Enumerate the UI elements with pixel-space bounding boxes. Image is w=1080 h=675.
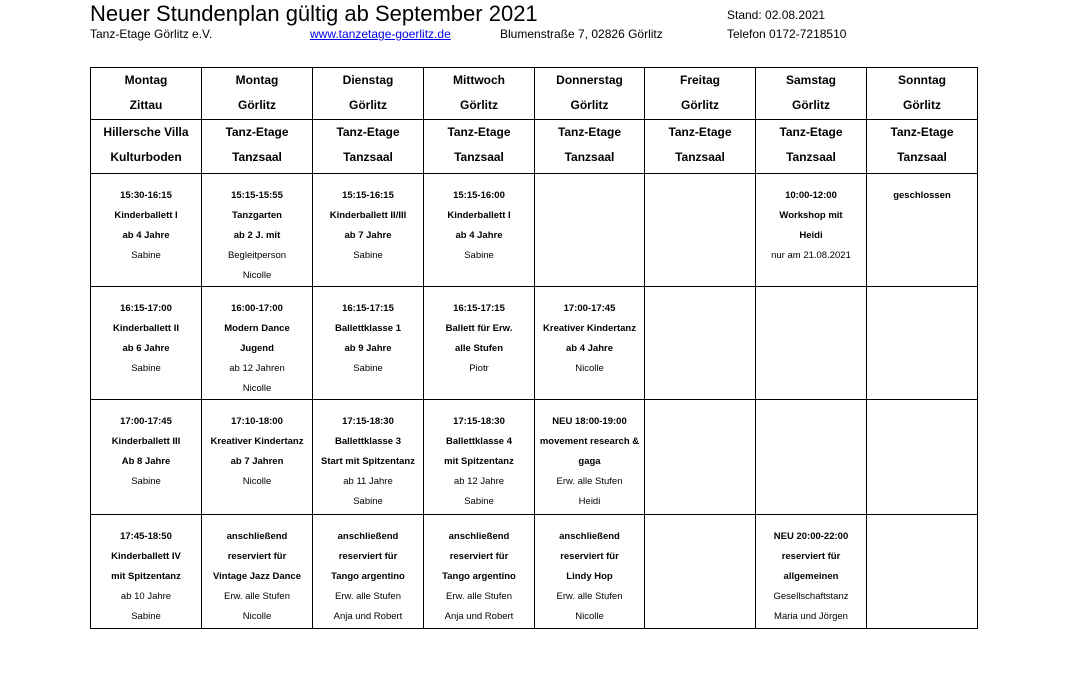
schedule-cell (424, 515, 535, 629)
schedule-table (90, 67, 978, 629)
schedule-cell (535, 287, 645, 400)
venue-name: Tanz-Etage (225, 125, 289, 139)
slot-age: Jugend (240, 343, 274, 354)
schedule-row (91, 287, 978, 400)
day-name: Freitag (679, 73, 720, 87)
slot-note: Sabine (131, 476, 161, 487)
slot-note: Sabine (464, 496, 494, 507)
slot-time: 15:15-16:15 (342, 190, 394, 201)
slot-age: mit Spitzentanz (444, 456, 514, 467)
city-name: Zittau (129, 98, 163, 112)
venue-name: Tanz-Etage (779, 125, 843, 139)
slot-course: movement research & (539, 436, 640, 447)
day-header-cell (313, 68, 424, 120)
day-header-cell (535, 68, 645, 120)
slot-note: Sabine (353, 496, 383, 507)
schedule-cell (91, 515, 202, 629)
slot-time: 10:00-12:00 (785, 190, 837, 201)
slot-time: 15:30-16:15 (120, 190, 172, 201)
slot-time: anschließend (559, 531, 620, 542)
schedule-cell (867, 287, 978, 400)
slot-note: Erw. alle Stufen (445, 591, 512, 602)
slot-note: Maria und Jörgen (774, 611, 848, 622)
schedule-cell (535, 174, 645, 287)
venue-name: Tanz-Etage (557, 125, 622, 139)
schedule-cell (535, 400, 645, 515)
venue-name: Tanz-Etage (890, 125, 954, 139)
room-name: Kulturboden (110, 150, 182, 164)
slot-course: Ballettklasse 1 (334, 323, 401, 334)
slot-age: Vintage Jazz Dance (212, 571, 301, 582)
slot-time: NEU 18:00-19:00 (552, 416, 627, 427)
room-name: Tanzsaal (232, 150, 282, 164)
slot-time: NEU 20:00-22:00 (773, 531, 849, 542)
slot-time: 17:15-18:30 (453, 416, 505, 427)
room-name: Tanzsaal (564, 150, 615, 164)
schedule-cell (756, 287, 867, 400)
room-name: Tanzsaal (343, 150, 393, 164)
schedule-cell (867, 515, 978, 629)
schedule-cell (202, 287, 313, 400)
day-header-cell (424, 68, 535, 120)
schedule-cell (756, 174, 867, 287)
schedule-cell (202, 515, 313, 629)
slot-note: Heidi (578, 496, 601, 507)
slot-note: Sabine (131, 611, 161, 622)
slot-age: allgemeinen (783, 571, 839, 582)
page-title: Neuer Stundenplan gültig ab September 2021 (90, 1, 538, 26)
slot-course: Kreativer Kindertanz (543, 323, 636, 334)
stand-date: Stand: 02.08.2021 (727, 8, 826, 22)
slot-note: Sabine (353, 250, 383, 261)
venue-cell (202, 120, 313, 174)
city-name: Görlitz (238, 98, 276, 112)
schedule-cell (756, 515, 867, 629)
slot-course: reserviert für (781, 551, 841, 562)
slot-course: Workshop mit (779, 210, 843, 221)
slot-course: Kinderballett IV (111, 551, 181, 562)
slot-time: 17:00-17:45 (120, 416, 172, 427)
slot-note: Erw. alle Stufen (556, 476, 623, 487)
slot-course: Tanzgarten (232, 210, 282, 221)
slot-time: 16:15-17:00 (120, 303, 172, 314)
slot-age: Tango argentino (442, 571, 516, 582)
address: Blumenstraße 7, 02826 Görlitz (500, 27, 663, 41)
schedule-cell (535, 515, 645, 629)
slot-note: Erw. alle Stufen (556, 591, 623, 602)
slot-note: Anja und Robert (333, 611, 403, 622)
venue-name: Tanz-Etage (447, 125, 511, 139)
schedule-row (91, 174, 978, 287)
slot-note: ab 12 Jahren (229, 363, 285, 374)
slot-course: reserviert für (227, 551, 287, 562)
day-name: Montag (124, 73, 168, 87)
slot-note: Sabine (131, 250, 161, 261)
slot-time: 15:15-15:55 (231, 190, 283, 201)
slot-course: Kinderballett III (111, 436, 181, 447)
schedule-cell (424, 174, 535, 287)
slot-time: 16:00-17:00 (231, 303, 283, 314)
slot-course: reserviert für (338, 551, 398, 562)
slot-age: Tango argentino (331, 571, 405, 582)
venue-cell (867, 120, 978, 174)
day-header-cell (645, 68, 756, 120)
slot-age: alle Stufen (454, 343, 504, 354)
slot-age: Ab 8 Jahre (121, 456, 171, 467)
slot-time: anschließend (448, 531, 510, 542)
slot-note: ab 11 Jahre (343, 476, 393, 487)
schedule-cell (91, 174, 202, 287)
slot-time: anschließend (337, 531, 399, 542)
schedule-cell (91, 400, 202, 515)
slot-age: ab 4 Jahre (455, 230, 503, 241)
day-name: Sonntag (898, 73, 946, 87)
day-header-cell (202, 68, 313, 120)
city-name: Görlitz (460, 98, 498, 112)
schedule-cell (202, 400, 313, 515)
slot-note: Nicolle (242, 383, 272, 394)
schedule-cell (867, 400, 978, 515)
venue-name: Tanz-Etage (668, 125, 732, 139)
slot-course: Kinderballett II (113, 323, 179, 334)
slot-age: gaga (578, 456, 601, 467)
venue-row (91, 120, 978, 174)
organization-name: Tanz-Etage Görlitz e.V. (90, 27, 213, 41)
schedule-cell (645, 515, 756, 629)
room-name: Tanzsaal (897, 150, 947, 164)
slot-time: 17:15-18:30 (342, 416, 394, 427)
day-header-cell (756, 68, 867, 120)
day-header-cell (867, 68, 978, 120)
slot-time: 16:15-17:15 (453, 303, 505, 314)
slot-time: 16:15-17:15 (342, 303, 394, 314)
room-name: Tanzsaal (675, 150, 725, 164)
slot-course: Kinderballett I (447, 210, 511, 221)
city-name: Görlitz (681, 98, 719, 112)
schedule-cell (867, 174, 978, 287)
slot-note: nur am 21.08.2021 (771, 250, 851, 261)
day-name: Dienstag (342, 73, 394, 87)
slot-note: Anja und Robert (444, 611, 514, 622)
slot-time: 17:45-18:50 (120, 531, 172, 542)
room-name: Tanzsaal (786, 150, 836, 164)
slot-course: reserviert für (449, 551, 509, 562)
slot-age: ab 7 Jahren (230, 456, 284, 467)
schedule-cell (424, 400, 535, 515)
schedule-cell (313, 400, 424, 515)
venue-name: Hillersche Villa (103, 125, 189, 139)
slot-note: Erw. alle Stufen (223, 591, 290, 602)
website-link[interactable]: www.tanzetage-goerlitz.de (310, 27, 451, 41)
venue-cell (645, 120, 756, 174)
slot-course: Kinderballett I (114, 210, 178, 221)
slot-note: Sabine (353, 363, 383, 374)
schedule-cell (645, 287, 756, 400)
slot-note: Nicolle (242, 476, 272, 487)
slot-course: Ballett für Erw. (445, 323, 513, 334)
slot-course: Kinderballett II/III (329, 210, 407, 221)
slot-course: Ballettklasse 3 (334, 436, 401, 447)
slot-age: ab 4 Jahre (122, 230, 170, 241)
venue-cell (91, 120, 202, 174)
city-name: Görlitz (570, 98, 609, 112)
slot-note: Nicolle (242, 611, 272, 622)
day-header-cell (91, 68, 202, 120)
slot-age: Start mit Spitzentanz (321, 456, 415, 467)
slot-age: ab 9 Jahre (344, 343, 392, 354)
phone-number: Telefon 0172-7218510 (727, 27, 847, 41)
schedule-cell (424, 287, 535, 400)
slot-note: ab 10 Jahre (120, 591, 172, 602)
city-name: Görlitz (903, 98, 941, 112)
slot-time: anschließend (226, 531, 288, 542)
slot-time: 17:10-18:00 (231, 416, 283, 427)
schedule-cell (313, 174, 424, 287)
slot-age: ab 2 J. mit (233, 230, 281, 241)
slot-age: ab 6 Jahre (122, 343, 170, 354)
slot-time: 15:15-16:00 (453, 190, 505, 201)
slot-age: Lindy Hop (566, 571, 613, 582)
city-name: Görlitz (349, 98, 387, 112)
venue-cell (535, 120, 645, 174)
slot-note: ab 12 Jahre (453, 476, 505, 487)
slot-note: Sabine (131, 363, 161, 374)
day-name: Mittwoch (453, 73, 505, 87)
slot-note: Piotr (469, 363, 489, 374)
slot-age: mit Spitzentanz (111, 571, 181, 582)
slot-course: Modern Dance (224, 323, 290, 334)
slot-note: Erw. alle Stufen (334, 591, 401, 602)
schedule-cell (313, 287, 424, 400)
day-header-row (91, 68, 978, 120)
venue-cell (756, 120, 867, 174)
slot-note: Gesellschaftstanz (773, 591, 849, 602)
venue-cell (313, 120, 424, 174)
venue-name: Tanz-Etage (336, 125, 400, 139)
slot-age: ab 7 Jahre (344, 230, 392, 241)
slot-note: Nicolle (575, 611, 604, 622)
day-name: Samstag (785, 73, 837, 87)
slot-course: Kreativer Kindertanz (210, 436, 304, 447)
schedule-cell (91, 287, 202, 400)
schedule-cell (645, 174, 756, 287)
room-name: Tanzsaal (454, 150, 504, 164)
slot-course: Ballettklasse 4 (445, 436, 512, 447)
schedule-row (91, 400, 978, 515)
slot-note: Sabine (464, 250, 494, 261)
schedule-cell (313, 515, 424, 629)
slot-age: ab 4 Jahre (566, 343, 613, 354)
slot-note: Begleitperson (227, 250, 287, 261)
day-name: Montag (235, 73, 279, 87)
slot-note: Nicolle (242, 270, 272, 281)
slot-age: Heidi (799, 230, 823, 241)
schedule-cell (756, 400, 867, 515)
schedule-row (91, 515, 978, 629)
schedule-cell (202, 174, 313, 287)
slot-note: Nicolle (575, 363, 604, 374)
slot-course: reserviert für (560, 551, 619, 562)
venue-cell (424, 120, 535, 174)
schedule-cell (645, 400, 756, 515)
city-name: Görlitz (792, 98, 830, 112)
slot-status: geschlossen (893, 190, 951, 201)
slot-time: 17:00-17:45 (563, 303, 616, 314)
day-name: Donnerstag (556, 73, 623, 87)
